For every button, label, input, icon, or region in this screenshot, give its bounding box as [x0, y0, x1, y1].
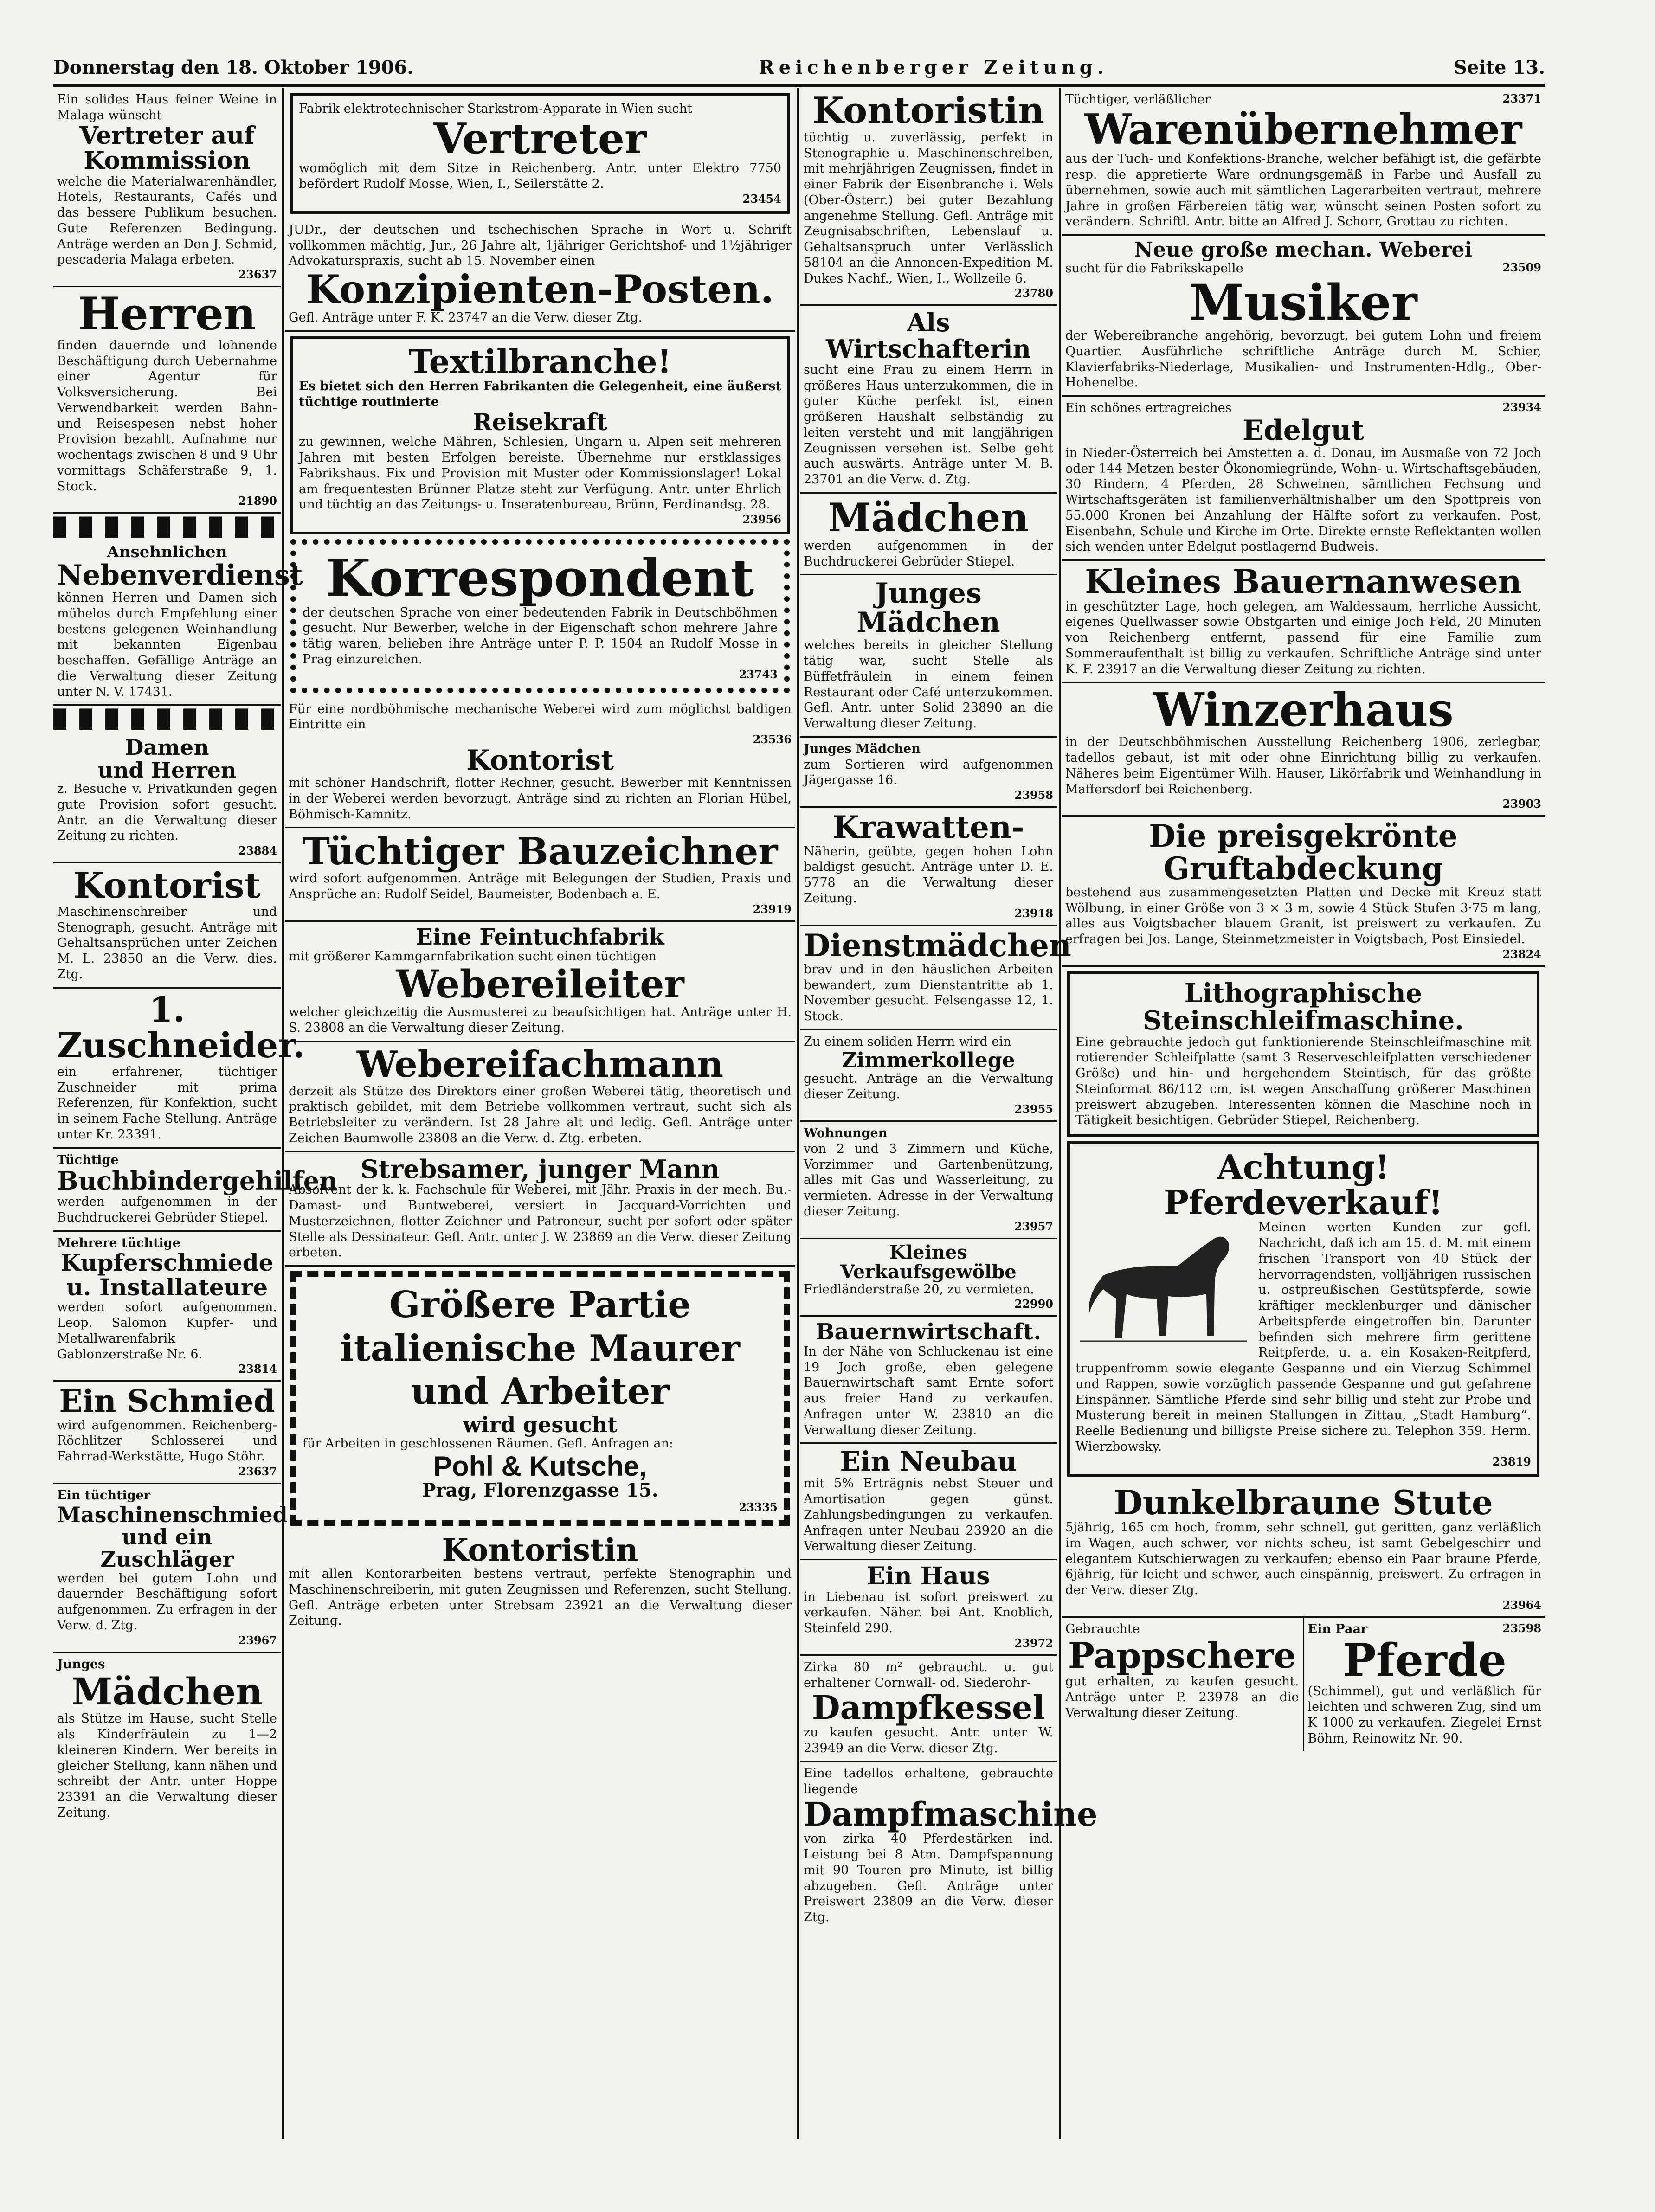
ad-body: zu kaufen gesucht. Antr. unter W. 23949 an die Verw. dieser Ztg.	[804, 1725, 1053, 1755]
ad-webereifachmann	[285, 1042, 795, 1152]
ad-headline: Kontoristin	[812, 90, 1044, 132]
ad-maschinenschmied	[53, 1484, 288, 1653]
ad-body: ein erfahrener, tüchtiger Zuschneider mit prima Referenzen, für Konfektion, sucht in seinem Fache Stellung. Anträge unter Kr. 23391.	[57, 1064, 277, 1142]
ad-headline: Vertreter	[433, 114, 647, 163]
column-2	[285, 88, 795, 2139]
ad-nebenverdienst	[53, 540, 303, 706]
ad-code: 23371	[1502, 92, 1541, 105]
ad-musiker	[1062, 236, 1545, 397]
ad-body: 5jährig, 165 cm hoch, fromm, sehr schnell, gut geritten, ganz verläßlich im Wagen, auch schwer, vor nichts scheu, ist samt Gebelgeschirr und elegantem Kutschierwagen zu verkaufen; ebenso ein Paar braune Pferde, 6jährig, für leicht und schwer, auch einspännig, preiswert. Zu erfragen in der Verw. dieser Ztg.	[1065, 1520, 1541, 1598]
ad-kupferschmiede	[53, 1232, 281, 1382]
ad-intro: Ein schönes ertragreiches	[1065, 401, 1232, 416]
ad-headline: Kontorist	[73, 865, 261, 907]
ad-gruftabdeckung	[1062, 817, 1545, 967]
ad-body: können Herren und Damen sich mühelos durch Empfehlung einer bestens gelegenen Weinhandlung mit bekannten Eigenbau beschaffen. Gefällige Anträge an die Verwaltung dieser Zeitung unter N. V. 17431.	[57, 591, 277, 699]
ad-headline: Achtung! Pferdeverkauf!	[1163, 1147, 1443, 1222]
ad-vertreter-wien	[290, 93, 790, 214]
ad-intro: Für eine nordböhmische mechanische Weberei wird zum möglichst baldigen Eintritte ein	[289, 701, 792, 732]
ad-body: für Arbeiten in geschlossenen Räumen. Gefl. Anfragen an:	[303, 1436, 674, 1451]
ad-headline: Kleines Bauernanwesen	[1085, 562, 1522, 601]
column-4	[1062, 88, 1545, 2139]
ad-warenuebernehmer	[1062, 88, 1545, 236]
ad-wohnungen	[800, 1122, 1057, 1239]
ad-intro: Es bietet sich den Herren Fabrikanten die Gelegenheit, eine äußerst tüchtige routinierte	[299, 379, 781, 410]
ad-firm: Pohl & Kutsche,	[433, 1450, 647, 1482]
ad-body: bestehend aus zusammengesetzten Platten und Decke mit Kreuz statt Wölbung, in einer Größe von 3 × 3 m, sowie 4 Stück Stufen 3·75 m lang, alles aus Voigtsbacher blauem Granit, ist preiswert zu verkaufen. Zu erfragen bei Jos. Lange, Steinmetzmeister in Voigtsbach, Post Einsiedel.	[1065, 885, 1541, 947]
ad-body-intro: sucht für die Fabrikskapelle	[1065, 261, 1243, 276]
ad-strebsamer-mann	[285, 1152, 795, 1267]
ad-zuschneider	[53, 989, 305, 1149]
ad-body: finden dauernde und lohnende Beschäftigung durch Uebernahme einer Agentur für Volksversicherung. Bei Verwendbarkeit werden Bahn- und Reisespesen nebst hoher Provision bezahlt. Aufnahme nur wochentags zwischen 8 und 9 Uhr vormittags Schäferstraße 9, 1. Stock.	[57, 338, 277, 494]
ad-body: der Webereibranche angehörig, bevorzugt, bei gutem Lohn und freiem Quartier. Ausführliche schriftliche Anträge durch M. Schier, Klavierfabriks-Niederlage, Musikalien- und Instrumenten-Hdlg., Ober-Hohenelbe.	[1065, 328, 1541, 390]
ad-headline: Krawatten-	[832, 809, 1024, 846]
ad-body: werden sofort aufgenommen. Leop. Salomon Kupfer- und Metallwarenfabrik Gablonzerstraße Nr. 6.	[57, 1300, 277, 1362]
ad-intro: Zu einem soliden Herrn wird ein	[804, 1034, 1011, 1049]
ad-body: womöglich mit dem Sitze in Reichenberg. Antr. unter Elektro 7750 befördert Rudolf Mosse, Wien, I., Seilerstätte 2.	[299, 161, 781, 191]
ad-body: brav und in den häuslichen Arbeiten bewandert, zum Dienstantritte ab 1. November gesucht. Felsengasse 12, 1. Stock.	[804, 962, 1053, 1024]
ad-intro: Junges	[57, 1657, 105, 1672]
ad-bauzeichner	[285, 828, 795, 922]
ad-code: 23934	[1502, 400, 1541, 414]
ad-maedchen-sortieren	[800, 738, 1057, 808]
ad-body: z. Besuche v. Privatkunden gegen gute Provision sofort gesucht. Antr. an die Verwaltung dieser Zeitung zu richten.	[57, 782, 277, 843]
ad-headline: Edelgut	[1243, 414, 1364, 447]
ad-subheadline: Reisekraft	[472, 408, 608, 436]
ad-intro: Ein solides Haus feiner Weine in Malaga wünscht	[57, 92, 277, 122]
ad-headline: Webereifachmann	[356, 1043, 724, 1086]
ad-headline: Mädchen	[828, 494, 1029, 540]
ad-headline: Webereileiter	[396, 962, 684, 1007]
ad-body: Absolvent der k. k. Fachschule für Weberei, mit Jähr. Praxis in der mech. Bu.-Damast- und Buntweberei, versiert in Jacquard-Vorrichten und Musterzeichnen, flotter Zeichner und Patroneur, sucht per sofort oder später Stelle als Dessinateur. Gefl. Antr. unter J. W. 23869 an die Verw. dieser Zeitung erbeten.	[289, 1183, 792, 1260]
ad-headline: Ein Haus	[867, 1562, 990, 1591]
ad-headline: Tüchtiger Bauzeichner	[302, 830, 778, 874]
ad-headline: Buchbindergehilfen	[57, 1166, 338, 1196]
ad-body: in Nieder-Österreich bei Amstetten a. d. Donau, im Ausmaße von 72 Joch oder 144 Metzen bester Ökonomiegründe, Wohn- u. Wirtschaftsgebäuden, 30 Rindern, 4 Pferden, 28 Schweinen, sämtlichen Fechsung und Wirtschaftsgeräten ist familienverhältnishalber um den Spottpreis von 55.000 Kronen bei Anzahlung der Hälfte sofort zu verkaufen. Post, Eisenbahn, Schule und Kirche im Orte. Direkte ernste Reflektanten wollen sich wenden unter Edelgut postlagernd Budweis.	[1065, 445, 1541, 554]
ad-headline: Dampfkessel	[811, 1688, 1045, 1727]
ad-herren	[53, 287, 281, 514]
ad-pferdeverkauf	[1067, 1141, 1539, 1476]
ad-body: in der Deutschböhmischen Ausstellung Reichenberg 1906, zerlegbar, tadellos gebaut, ist mit oder ohne Einrichtung billig zu verkaufen. Näheres beim Eigentümer Wilh. Hauser, Likörfabrik und Weinhandlung in Maffersdorf bei Reichenberg.	[1065, 735, 1541, 797]
header-masthead: Reichenberger Zeitung.	[759, 56, 1108, 78]
ad-body: zum Sortieren wird aufgenommen Jägergasse 16.	[804, 757, 1053, 788]
ad-zimmerkollege	[800, 1030, 1057, 1122]
ad-code: 23780	[1014, 286, 1053, 300]
ad-intro: Ansehnlichen	[107, 543, 227, 562]
ad-body: zu gewinnen, welche Mähren, Schlesien, Ungarn u. Alpen seit mehreren Jahren mit besten Erfolgen bereiste. Übernehme nur erstklassiges Fabrikshaus. Fix und Provision mit Muster oder Kommissionslager! Lokal am frequentesten Brünner Platze steht zur Verfügung. Antr. unter Ehrlich und tüchtig an das Zeitungs- u. Inseratenbureau, Brünn, Ferdinandsg. 28.	[299, 435, 781, 512]
column-1	[53, 88, 338, 2139]
ad-code: 23958	[1014, 788, 1053, 802]
ad-headline: Zimmerkollege	[842, 1048, 1015, 1072]
ad-code: 23637	[238, 268, 277, 282]
ad-code: 23743	[739, 667, 778, 681]
ad-dienstmaedchen	[800, 926, 1071, 1030]
ad-code: 22990	[1014, 1297, 1053, 1311]
ad-headline: Korrespondent	[326, 548, 754, 608]
ad-body: Maschinenschreiber und Stenograph, gesucht. Anträge mit Gehaltsansprüchen unter Zeichen M. L. 23850 an die Verw. dies. Ztg.	[57, 904, 277, 982]
ad-kontoristin-wels	[800, 88, 1057, 306]
ad-headline: 1. Zuschneider.	[57, 990, 305, 1066]
ad-intro: Neue große mechan. Weberei	[1134, 238, 1473, 262]
ad-code: 23824	[1502, 947, 1541, 961]
ad-headline: Größere Partie italienische Maurer und Arbeiter	[340, 1284, 740, 1413]
ad-intro: JUDr., der deutschen und tschechischen Sprache in Wort u. Schrift vollkommen mächtig, Jur., 26 Jahre alt, 1jähriger Gerichtshof- und 1½jähriger Advokaturspraxis, sucht ab 15. November einen	[289, 222, 792, 269]
ad-code: 23536	[753, 733, 792, 746]
ad-intro: Damen	[125, 735, 209, 760]
ad-edelgut	[1062, 397, 1545, 561]
ad-body: mit schöner Handschrift, flotter Rechner, gesucht. Bewerber mit Kenntnissen in der Weberei werden bevorzugt. Anträge sind zu richten an Florian Hübel, Böhmisch-Kamnitz.	[289, 776, 792, 822]
ad-headline: und Herren	[97, 757, 237, 783]
ad-bauernanwesen	[1062, 561, 1545, 683]
ad-body: gesucht. Anträge an die Verwaltung dieser Zeitung.	[804, 1071, 1053, 1102]
ad-headline: Konzipienten-Posten.	[306, 266, 774, 312]
ad-intro: Junges Mädchen	[804, 741, 921, 756]
bottom-ads-row	[1062, 1618, 1545, 1751]
ad-body: aus der Tuch- und Konfektions-Branche, welcher befähigt ist, die gefärbte resp. die appretierte Ware ordnungsgemäß in Farbe und Ausfall zu übernehmen, sowie auch mit sämtlichen Lagerarbeiten vertraut, mehrere Jahre in großen Färbereien tätig war, wünscht seinen Posten sofort zu verändern. Schriftl. Antr. bitte an Alfred J. Schorr, Grottau zu richten.	[1065, 152, 1541, 229]
ad-kontoristin-2	[285, 1530, 795, 1633]
ad-body: gut erhalten, zu kaufen gesucht. Anträge unter P. 23978 an die Verwaltung dieser Zeitung.	[1065, 1674, 1299, 1720]
ad-headline: Dienstmädchen	[804, 927, 1071, 964]
header-rule	[53, 84, 1545, 87]
ad-body: der deutschen Sprache von einer bedeutenden Fabrik in Deutschböhmen gesucht. Nur Bewerber, welche in der Eigenschaft schon mehrere Jahre tätig waren, belieben ihre Anträge unter P. P. 1504 an Rudolf Mosse in Prag einzureichen.	[303, 605, 778, 667]
ad-headline: Warenübernehmer	[1084, 104, 1522, 154]
ad-body: Friedländerstraße 20, zu vermieten.	[804, 1282, 1035, 1297]
ad-headline: Mädchen	[71, 1670, 263, 1714]
ad-intro: Tüchtige	[57, 1152, 119, 1167]
ad-intro: Ein Paar	[1307, 1621, 1368, 1636]
ad-maedchen-stiepel	[800, 494, 1057, 576]
ad-headline: Ein Neubau	[840, 1446, 1017, 1478]
ad-body: welcher gleichzeitig die Ausmusterei zu beaufsichtigen hat. Anträge unter H. S. 23808 an die Verwaltung dieser Zeitung.	[289, 1005, 792, 1035]
ad-body: werden aufgenommen in der Buchdruckerei Gebrüder Stiepel.	[804, 538, 1053, 569]
ad-headline: Winzerhaus	[1153, 683, 1454, 737]
ad-code: 23903	[1502, 797, 1541, 811]
ad-headline: Pferde	[1342, 1633, 1507, 1686]
decorative-border	[53, 708, 281, 730]
ad-body: welche die Materialwarenhändler, Hotels, Restaurants, Cafés und das bessere Publikum besuchen. Gute Referenzen Bedingung. Anträge werden an Don J. Schmid, pescaderia Malaga erbeten.	[57, 174, 277, 267]
ad-schmied	[53, 1382, 281, 1484]
ad-body: mit 5% Erträgnis nebst Steuer und Amortisation gegen günst. Zahlungsbedingungen zu verkaufen. Anfragen unter Neubau 23920 an die Verwaltung dieser Zeitung.	[804, 1476, 1053, 1554]
ad-headline: Herren	[78, 288, 256, 341]
page-header	[53, 51, 1545, 84]
ad-bauernwirtschaft	[800, 1317, 1057, 1444]
ad-body: Gefl. Anträge unter F. K. 23747 an die Verw. dieser Ztg.	[289, 310, 643, 325]
ad-body: tüchtig u. zuverlässig, perfekt in Stenographie u. Maschinenschreiben, mit mehrjährigen Zeugnissen, findet in einer Fabrik der Eisenbranche i. Wels (Ober-Österr.) bei guter Bezahlung angenehme Stellung. Gefl. Anträge mit Zeugnisabschriften, Lebenslauf u. Gehaltsanspruch unter Verlässlich 58104 an die Annoncen-Expedition M. Dukes Nachf., Wien, I., Wollzeile 6.	[804, 130, 1053, 286]
ad-code: 23964	[1502, 1598, 1541, 1612]
ad-body: wird aufgenommen. Reichenberg-Röchlitzer Schlosserei und Fahrrad-Werkstätte, Hugo Stöhr.	[57, 1418, 277, 1464]
ad-dampfmaschine	[800, 1762, 1098, 1930]
ad-wirtschafterin	[800, 306, 1057, 493]
ad-intro: Tüchtiger, verläßlicher	[1065, 92, 1211, 107]
ad-body-intro: mit größerer Kammgarnfabrikation sucht einen tüchtigen	[289, 949, 657, 964]
ad-junges-maedchen	[53, 1653, 281, 1826]
ad-code: 23967	[238, 1633, 277, 1647]
ad-code: 23972	[1014, 1636, 1053, 1650]
ad-headline: Kleines Verkaufsgewölbe	[840, 1241, 1017, 1283]
ad-code: 21890	[238, 494, 277, 508]
ad-headline: Die preisgekrönte Gruftabdeckung	[1149, 818, 1458, 887]
ad-headline: Kontoristin	[442, 1531, 638, 1568]
ad-dampfkessel	[800, 1656, 1057, 1762]
ad-headline: Strebsamer, junger Mann	[360, 1154, 720, 1184]
ad-webereileiter	[285, 922, 795, 1042]
ad-headline: Musiker	[1189, 273, 1417, 331]
ad-kontorist	[53, 863, 281, 989]
ad-intro: Eine tadellos erhaltene, gebrauchte liegende	[804, 1766, 1053, 1797]
ad-body: in geschützter Lage, hoch gelegen, am Waldessaum, herrliche Aussicht, eigenes Quellwasser sowie Obstgarten und einige Joch Feld, 20 Minuten von Reichenberg entfernt, passend für eine Familie zum Sommeraufenthalt ist billig zu verkaufen. Schriftliche Anträge sind unter K. F. 23917 an die Verwaltung dieser Zeitung zu richten.	[1065, 599, 1541, 676]
ad-headline: Textilbranche!	[408, 342, 672, 381]
column-divider	[282, 88, 284, 2139]
ad-junges-maedchen-buffet	[800, 575, 1057, 738]
ad-code: 23637	[238, 1464, 277, 1478]
ad-headline: Pappschere	[1068, 1634, 1296, 1676]
ad-intro: Ein tüchtiger	[57, 1488, 151, 1503]
ad-maurer-arbeiter	[290, 1271, 790, 1526]
ad-konzipient	[285, 219, 795, 332]
ad-intro: Mehrere tüchtige	[57, 1235, 180, 1250]
ad-winzerhaus	[1062, 683, 1545, 817]
ad-body: Meinen werten Kunden zur gefl. Nachricht, daß ich am 15. d. M. mit einem frischen Transport von 40 Stück der hervorragendsten, volljährigen russischen u. ostpreußischen Gestütspferde, sowie kräftiger mecklenburger und dänischer Arbeitspferde eingetroffen bin. Darunter befinden sich mehrere firm gerittene Reitpferde, u. a. ein Kosaken-Reitpferd, truppenfromm sowie elegante Gespanne und ein Vierzug Schimmel und Rappen, sowie vorzüglich passende Gespanne und gut gefahrene Einspänner. Sämtliche Pferde sind sehr billig und steht zur Probe und Musterung bereit in meinen Stallungen in Zittau, „Stadt Hamburg“. Reelle Bedienung und billigste Preise sichere zu. Telephon 359. Herm. Wierzbowsky.	[1075, 1220, 1531, 1454]
ad-address: Prag, Florenzgasse 15.	[422, 1479, 658, 1501]
ad-steinschleifmaschine	[1067, 971, 1539, 1137]
ad-code: 23819	[1492, 1454, 1531, 1468]
ad-textilbranche	[290, 336, 790, 534]
ad-code: 23335	[739, 1500, 778, 1514]
ad-headline: Kupferschmiede u. Installateure	[60, 1249, 274, 1301]
ad-headline: Maschinenschmied und ein Zuschläger	[57, 1502, 288, 1572]
ad-kontorist-weberei	[285, 698, 795, 829]
ad-body: In der Nähe von Schluckenau ist eine 19 Joch große, eben gelegene Bauernwirtschaft samt Ernte sofort aus freier Hand zu verkaufen. Anfragen unter W. 23810 an die Verwaltung dieser Zeitung.	[804, 1344, 1053, 1437]
ad-headline: Ein Schmied	[59, 1383, 275, 1420]
ad-body: Näherin, geübte, gegen hohen Lohn baldigst gesucht. Anträge unter D. E. 5778 an die Verwaltung dieser Zeitung.	[804, 844, 1053, 906]
ad-code: 23918	[1014, 906, 1053, 920]
header-date: Donnerstag den 18. Oktober 1906.	[53, 56, 414, 78]
ad-headline: Dampfmaschine	[804, 1794, 1098, 1833]
ad-stute	[1062, 1481, 1545, 1618]
ad-headline: Vertreter auf Kommission	[79, 121, 255, 175]
ad-neubau	[800, 1444, 1057, 1560]
ad-headline: Dunkelbraune Stute	[1114, 1482, 1493, 1522]
ad-body: von zirka 40 Pferdestärken ind. Leistung bei 8 Atm. Dampfspannung mit 90 Touren pro Minute, ist billig abzugeben. Gefl. Anträge unter Preiswert 23809 an die Verw. dieser Ztg.	[804, 1832, 1053, 1925]
ad-krawatten	[800, 808, 1057, 926]
ad-subheadline: wird gesucht	[463, 1412, 618, 1437]
ad-damen-herren	[53, 733, 281, 863]
ad-headline: Bauernwirtschaft.	[815, 1319, 1042, 1345]
ad-headline: Nebenverdienst	[57, 559, 303, 592]
ad-haus-liebenau	[800, 1560, 1057, 1656]
ad-code: 23884	[238, 844, 277, 858]
ad-headline: Lithographische Steinschleifmaschine.	[1143, 977, 1464, 1036]
header-page-number: Seite 13.	[1454, 56, 1545, 78]
ad-body: werden aufgenommen in der Buchdruckerei Gebrüder Stiepel.	[57, 1195, 277, 1225]
horse-illustration	[1075, 1220, 1252, 1354]
ad-headline: Als Wirtschafterin	[826, 308, 1031, 364]
column-divider	[797, 88, 799, 2139]
ad-code: 23509	[1502, 261, 1541, 275]
ad-code: 23957	[1014, 1219, 1053, 1233]
ad-body: welches bereits in gleicher Stellung tätig war, sucht Stelle als Büffetfräulein in einem feinen Restaurant oder Café unterzukommen. Gefl. Antr. unter Solid 23890 an die Verwaltung dieser Zeitung.	[804, 638, 1053, 731]
decorative-border	[53, 516, 281, 538]
ad-body: Eine gebrauchte jedoch gut funktionierende Steinschleifmaschine mit rotierender Schleifplatte (samt 3 Reserveschleifplatten verschiedener Größe) und hin- und hergehendem Steintisch, für das größte Steinformat 86/112 cm, ist wegen Anschaffung größerer Maschinen preiswert abzugeben. Interessenten können die Maschine noch in Tätigkeit besichtigen. Gebrüder Stiepel, Reichenberg.	[1075, 1035, 1531, 1128]
ad-body: wird sofort aufgenommen. Anträge mit Belegungen der Studien, Praxis und Ansprüche an: Rudolf Seidel, Baumeister, Bodenbach a. E.	[289, 871, 792, 902]
ad-code: 23454	[742, 192, 781, 206]
ad-body: werden bei gutem Lohn und dauernder Beschäftigung sofort aufgenommen. Zu erfragen in der Verw. d. Ztg.	[57, 1571, 277, 1633]
ad-body: in Liebenau ist sofort preiswert zu verkaufen. Näher. bei Ant. Knoblich, Steinfeld 290.	[804, 1589, 1053, 1636]
ad-body: mit allen Kontorarbeiten bestens vertraut, perfekte Stenographin und Maschinenschreiberin, mit guten Zeugnissen und Referenzen, sucht Stellung. Gefl. Anträge erbeten unter Strebsam 23921 an die Verwaltung dieser Zeitung.	[289, 1567, 792, 1628]
ad-intro: Gebrauchte	[1065, 1621, 1140, 1636]
ad-code: 23955	[1014, 1102, 1053, 1116]
ad-buchbindergehilfen	[53, 1149, 338, 1232]
ad-body: als Stütze im Hause, sucht Stelle als Kinderfräulein zu 1—2 kleineren Kindern. Wer bereits in gleicher Stellung, kann nähen und schreibt der Antr. unter Hoppe 23391 an die Verwaltung dieser Zeitung.	[57, 1711, 277, 1820]
ad-verkaufsgewoelbe	[800, 1239, 1057, 1317]
ad-code: 23956	[742, 513, 781, 527]
ad-body: sucht eine Frau zu einem Herrn in größeres Haus unterzukommen, die in guter Küche perfekt ist, einen größeren Haushalt selbständig zu leiten versteht und mit langjährigen Zeugnissen versehen ist. Selbe geht auch auswärts. Anträge unter M. B. 23701 an die Verw. d. Ztg.	[804, 362, 1053, 487]
ad-code: 23919	[753, 902, 792, 916]
ad-intro: Fabrik elektrotechnischer Starkstrom-Apparate in Wien sucht	[299, 102, 692, 116]
ad-code: 23814	[238, 1362, 277, 1376]
column-3	[800, 88, 1098, 2139]
ad-code: 23598	[1502, 1621, 1541, 1635]
ad-headline: Kontorist	[466, 744, 614, 777]
ad-intro: Zirka 80 m² gebraucht. u. gut erhaltener Cornwall- od. Siederohr-	[804, 1659, 1053, 1690]
ad-body: derzeit als Stütze des Direktors einer großen Weberei tätig, theoretisch und praktisch gebildet, mit dem Betriebe vollkommen vertraut, sucht sich als Betriebsleiter zu verändern. Ist 28 Jahre alt und ledig. Gefl. Anträge unter Zeichen Baumwolle 23808 an die Verw. d. Ztg. erbeten.	[289, 1084, 792, 1145]
ad-body: (Schimmel), gut und verläßlich für leichten und schweren Zug, sind um K 1000 zu verkaufen. Ziegelei Ernst Böhm, Reinowitz Nr. 90.	[1307, 1684, 1541, 1746]
ad-body: von 2 und 3 Zimmern und Küche, Vorzimmer und Gartenbenützung, alles mit Gas und Wasserleitung, zu vermieten. Adresse in der Verwaltung dieser Zeitung.	[804, 1141, 1053, 1219]
ad-malaga-wine	[53, 88, 281, 287]
ad-korrespondent	[290, 539, 790, 693]
ad-pappschere	[1062, 1618, 1304, 1751]
ad-intro: Wohnungen	[804, 1126, 888, 1141]
ad-headline: Junges Mädchen	[856, 577, 1000, 639]
ad-intro: Eine Feintuchfabrik	[416, 924, 664, 950]
ad-pferde	[1304, 1618, 1546, 1751]
